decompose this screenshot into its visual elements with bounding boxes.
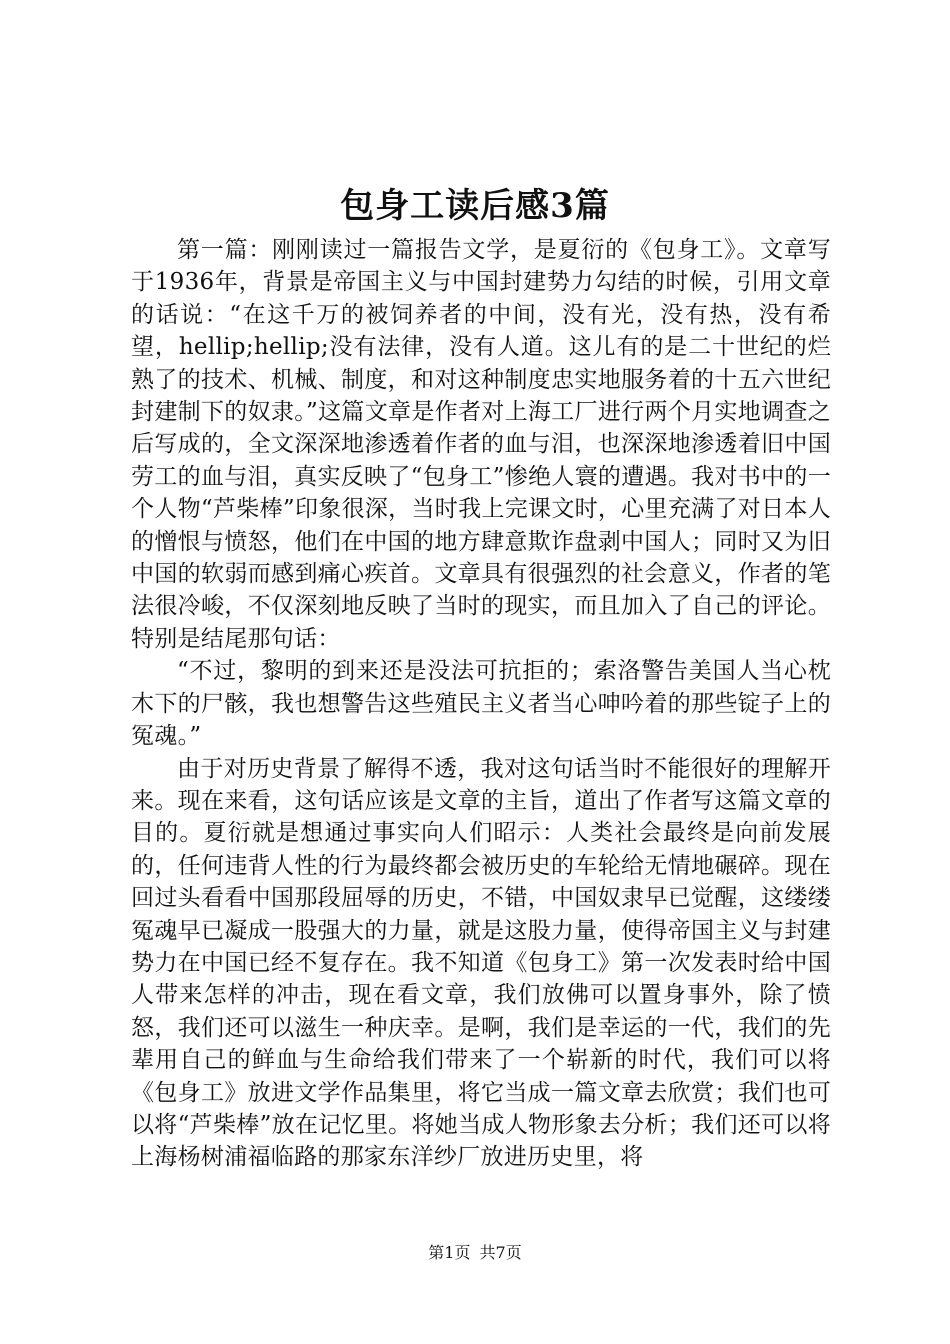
paragraph: 由于对历史背景了解得不透，我对这句话当时不能很好的理解开来。现在来看，这句话应该是文章的主旨，道出了作者写这篇文章的目的。夏衍就是想通过事实向人们昭示：人类社会最终是向前发展的，任何违背人性的行为最终都会被历史的车轮给无情地碾碎。现在回过头看看中国那段屈辱的历史，不错，中国奴隶早已觉醒，这缕缕冤魂早已凝成一股强大的力量，就是这股力量，使得帝国主义与封建势力在中国已经不复存在。我不知道《包身工》第一次发表时给中国人带来怎样的冲击，现在看文章，我们放佛可以置身事外，除了愤怒，我们还可以滋生一种庆幸。是啊，我们是幸运的一代，我们的先辈用自己的鲜血与生命给我们带来了一个崭新的时代，我们可以将《包身工》放进文学作品集里，将它当成一篇文章去欣赏；我们也可以将“芦柴棒”放在记忆里。将她当成人物形象去分析；我们还可以将上海杨树浦福临路的那家东洋纱厂放进历史里，将 [131, 755, 831, 1171]
page-footer [0, 1242, 950, 1264]
page-number: 第1页 [428, 1243, 471, 1262]
document-title: 包身工读后感3篇 [340, 186, 610, 226]
paragraph-quote: “不过，黎明的到来还是没法可抗拒的；索洛警告美国人当心枕木下的尸骸，我也想警告这些殖民主义者当心呻吟着的那些锭子上的冤魂。” [131, 658, 831, 750]
page-total: 共7页 [479, 1243, 522, 1262]
document-body [131, 234, 831, 1174]
paragraph: 第一篇：刚刚读过一篇报告文学，是夏衍的《包身工》。文章写于1936年，背景是帝国主义与中国封建势力勾结的时候，引用文章的话说：“在这千万的被饲养者的中间，没有光，没有热，没有希望，hellip;hellip;没有法律，没有人道。这儿有的是二十世纪的烂熟了的技术、机械、制度，和对这种制度忠实地服务着的十五六世纪封建制下的奴隶。”这篇文章是作者对上海工厂进行两个月实地调查之后写成的，全文深深地渗透着作者的血与泪，也深深地渗透着旧中国劳工的血与泪，真实反映了“包身工”惨绝人寰的遭遇。我对书中的一个人物“芦柴棒”印象很深，当时我上完课文时，心里充满了对日本人的憎恨与愤怒，他们在中国的地方肆意欺诈盘剥中国人；同时又为旧中国的软弱而感到痛心疾首。文章具有很强烈的社会意义，作者的笔法很冷峻，不仅深刻地反映了当时的现实，而且加入了自己的评论。特别是结尾那句话： [131, 237, 831, 652]
